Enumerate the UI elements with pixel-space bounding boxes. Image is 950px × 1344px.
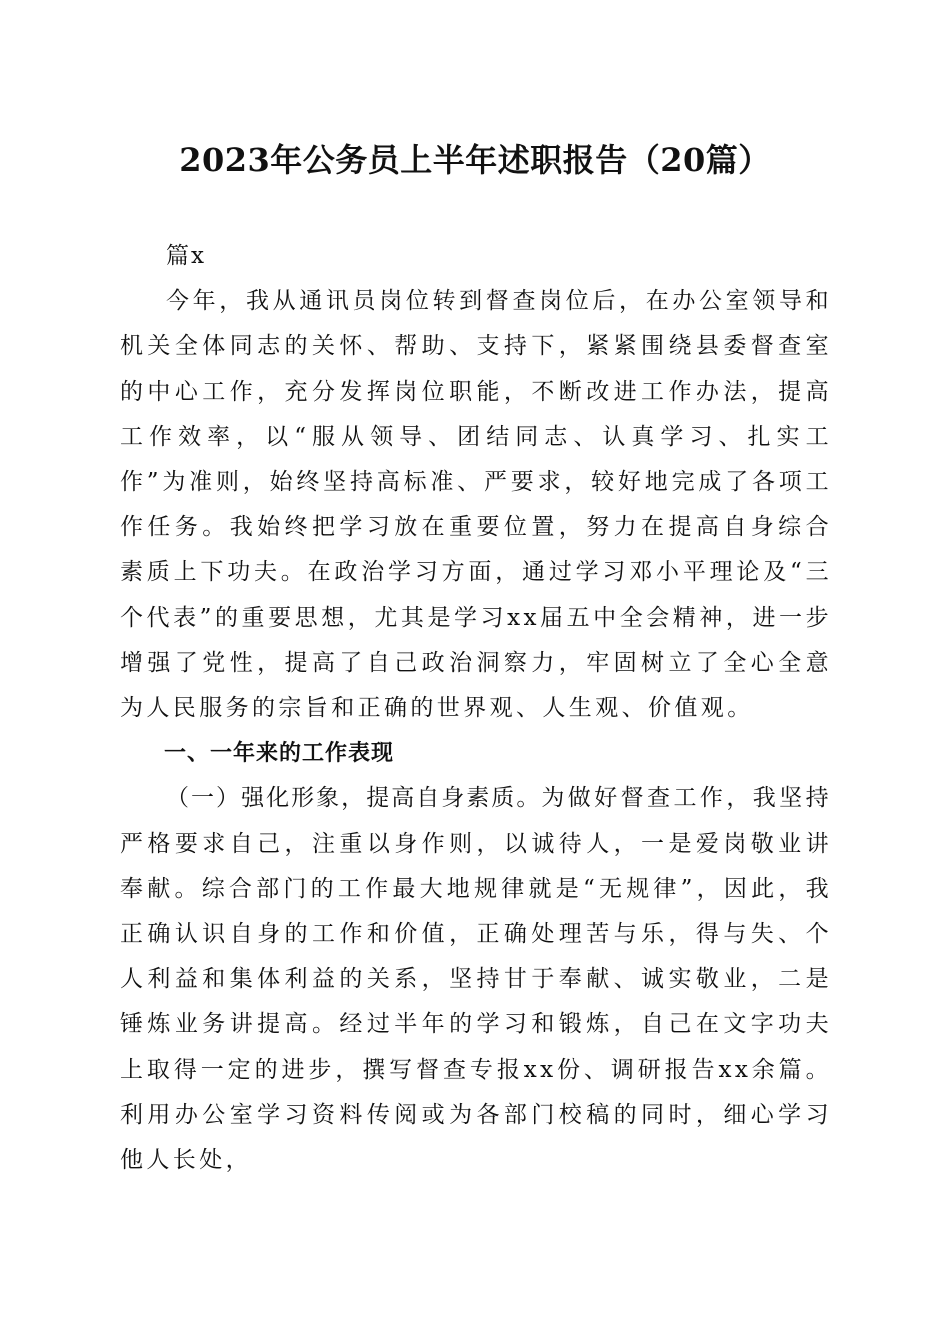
section-heading: 一、一年来的工作表现 — [164, 741, 395, 767]
document-body — [120, 234, 832, 1183]
intro-paragraph: 今年，我从通讯员岗位转到督查岗位后，在办公室领导和机关全体同志的关怀、帮助、支持下，紧紧围绕县委督查室的中心工作，充分发挥岗位职能，不断改进工作办法，提高工作效率，以“服从领导、团结同志、认真学习、扎实工作”为准则，始终坚持高标准、严要求，较好地完成了各项工作任务。我始终把学习放在重要位置，努力在提高自身综合素质上下功夫。在政治学习方面，通过学习邓小平理论及“三个代表”的重要思想，尤其是学习xx届五中全会精神，进一步增强了党性，提高了自己政治洞察力，牢固树立了全心全意为人民服务的宗旨和正确的世界观、人生观、价值观。 — [120, 288, 832, 722]
subsection-body: 为做好督查工作，我坚持严格要求自己，注重以身作则，以诚待人，一是爱岗敬业讲奉献。综合部门的工作最大地规律就是“无规律”，因此，我正确认识自身的工作和价值，正确处理苦与乐，得与失、个人利益和集体利益的关系，坚持甘于奉献、诚实敬业，二是锤炼业务讲提高。经过半年的学习和锻炼，自己在文字功夫上取得一定的进步，撰写督查专报xx份、调研报告xx余篇。利用办公室学习资料传阅或为各部门校稿的同时，细心学习他人长处， — [120, 785, 832, 1174]
section-label: 篇x — [166, 243, 206, 269]
subsection-paragraph — [120, 776, 832, 1183]
subsection-lead: （一）强化形象，提高自身素质。 — [166, 785, 542, 812]
document-title: 2023年公务员上半年述职报告（20篇） — [179, 141, 771, 179]
